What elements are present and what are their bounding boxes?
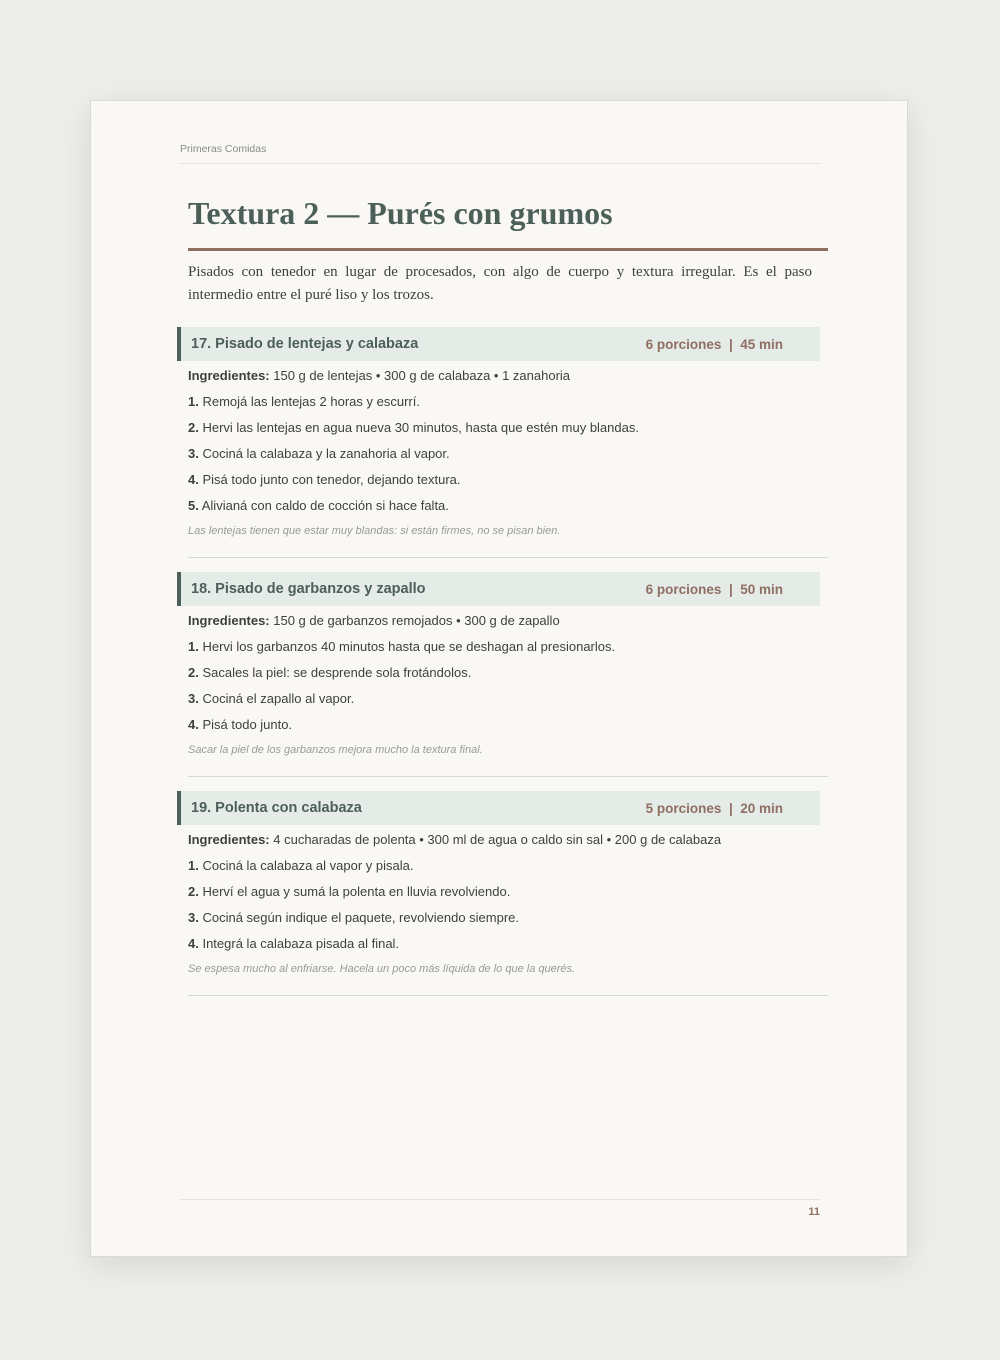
recipe-step xyxy=(188,415,828,441)
step-number: 2. xyxy=(188,420,199,436)
step-text: Pisá todo junto. xyxy=(202,717,293,733)
recipe-step xyxy=(188,389,828,415)
recipe-note: Sacar la piel de los garbanzos mejora mucho la textura final. xyxy=(188,744,483,757)
step-number: 2. xyxy=(188,665,199,681)
recipe-block xyxy=(188,572,828,777)
ingredients-line xyxy=(188,608,828,634)
recipe-header xyxy=(177,327,820,361)
ingredients-text: 150 g de garbanzos remojados • 300 g de zapallo xyxy=(273,613,560,629)
recipe-meta: 6 porciones | 50 min xyxy=(645,581,783,597)
document-page xyxy=(90,100,908,1257)
page-content xyxy=(188,194,828,996)
step-text: Hervi las lentejas en agua nueva 30 minutos, hasta que estén muy blandas. xyxy=(202,420,639,436)
step-text: Integrá la calabaza pisada al final. xyxy=(202,936,400,952)
recipe-step xyxy=(188,879,828,905)
step-text: Sacales la piel: se desprende sola frotándolos. xyxy=(202,665,472,681)
recipe-meta: 5 porciones | 20 min xyxy=(645,800,783,816)
recipe-step xyxy=(188,634,828,660)
step-number: 5. xyxy=(188,498,199,514)
page-footer xyxy=(180,1199,820,1218)
step-number: 3. xyxy=(188,910,199,926)
step-text: Cociná según indique el paquete, revolviendo siempre. xyxy=(202,910,520,926)
recipe-title: 18. Pisado de garbanzos y zapallo xyxy=(191,581,426,598)
step-number: 3. xyxy=(188,446,199,462)
step-number: 1. xyxy=(188,858,199,874)
step-number: 4. xyxy=(188,936,199,952)
recipe-step xyxy=(188,441,828,467)
step-number: 3. xyxy=(188,691,199,707)
ingredients-line xyxy=(188,827,828,853)
chapter-title: Textura 2 — Purés con grumos xyxy=(188,194,828,251)
step-text: Cociná la calabaza y la zanahoria al vapor. xyxy=(202,446,450,462)
ingredients-text: 150 g de lentejas • 300 g de calabaza • 1 zanahoria xyxy=(273,368,571,384)
recipe-step xyxy=(188,905,828,931)
step-text: Cociná el zapallo al vapor. xyxy=(202,691,355,707)
recipe-step xyxy=(188,853,828,879)
step-number: 4. xyxy=(188,472,199,488)
chapter-intro: Pisados con tenedor en lugar de procesados, con algo de cuerpo y textura irregular. Es el paso intermedio entre el puré liso y los trozos. xyxy=(188,264,812,304)
ingredients-label: Ingredientes: xyxy=(188,368,270,384)
step-text: Cociná la calabaza al vapor y pisala. xyxy=(202,858,414,874)
recipe-note: Las lentejas tienen que estar muy blandas: si están firmes, no se pisan bien. xyxy=(188,525,561,538)
ingredients-label: Ingredientes: xyxy=(188,613,270,629)
recipe-header xyxy=(177,791,820,825)
recipe-step xyxy=(188,931,828,957)
recipe-meta: 6 porciones | 45 min xyxy=(645,336,783,352)
running-header: Primeras Comidas xyxy=(180,143,820,164)
step-number: 4. xyxy=(188,717,199,733)
ingredients-text: 4 cucharadas de polenta • 300 ml de agua o caldo sin sal • 200 g de calabaza xyxy=(273,832,722,848)
step-number: 1. xyxy=(188,394,199,410)
recipe-step xyxy=(188,493,828,519)
recipe-step xyxy=(188,467,828,493)
step-text: Herví el agua y sumá la polenta en lluvia revolviendo. xyxy=(202,884,511,900)
step-number: 1. xyxy=(188,639,199,655)
step-number: 2. xyxy=(188,884,199,900)
recipe-title: 17. Pisado de lentejas y calabaza xyxy=(191,336,419,353)
recipe-block xyxy=(188,327,828,558)
step-text: Remojá las lentejas 2 horas y escurrí. xyxy=(202,394,420,410)
recipe-step xyxy=(188,712,828,738)
recipe-block xyxy=(188,791,828,996)
recipe-step xyxy=(188,686,828,712)
recipe-header xyxy=(177,572,820,606)
recipe-title: 19. Polenta con calabaza xyxy=(191,800,362,817)
ingredients-label: Ingredientes: xyxy=(188,832,270,848)
step-text: Hervi los garbanzos 40 minutos hasta que se deshagan al presionarlos. xyxy=(202,639,616,655)
recipe-step xyxy=(188,660,828,686)
step-text: Pisá todo junto con tenedor, dejando textura. xyxy=(202,472,461,488)
ingredients-line xyxy=(188,363,828,389)
step-text: Alivianá con caldo de cocción si hace falta. xyxy=(201,498,449,514)
recipe-note: Se espesa mucho al enfriarse. Hacela un poco más líquida de lo que la querés. xyxy=(188,963,576,976)
page-number: 11 xyxy=(808,1206,820,1218)
